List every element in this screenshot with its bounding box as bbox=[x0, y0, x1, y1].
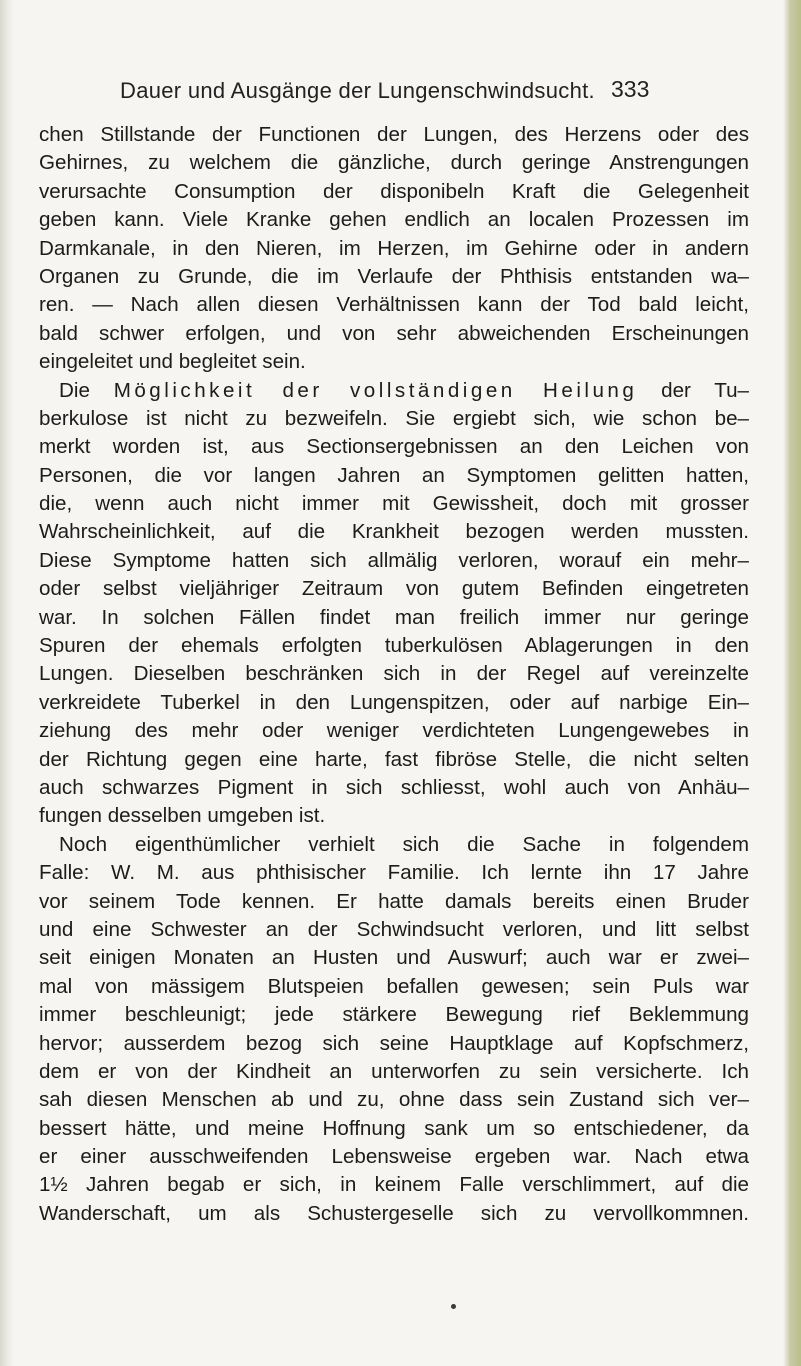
text-line: sah diesen Menschen ab und zu, ohne dass sein Zustand sich ver– bbox=[39, 1088, 749, 1112]
text-line: verursachte Consumption der disponibeln Kraft die Gelegenheit bbox=[39, 179, 749, 203]
text-line: Falle: W. M. aus phthisischer Familie. Ich lernte ihn 17 Jahre bbox=[39, 861, 749, 885]
text-line: 1½ Jahren begab er sich, in keinem Falle verschlimmert, auf die bbox=[39, 1173, 749, 1197]
text-line: verkreidete Tuberkel in den Lungenspitzen, oder auf narbige Ein– bbox=[39, 690, 749, 714]
text-line: immer beschleunigt; jede stärkere Bewegung rief Beklemmung bbox=[39, 1003, 749, 1027]
text-line: ren. — Nach allen diesen Verhältnissen kann der Tod bald leicht, bbox=[39, 293, 749, 317]
text-line: Diese Symptome hatten sich allmälig verloren, worauf ein mehr– bbox=[39, 548, 749, 572]
text-line: oder selbst vieljähriger Zeitraum von gutem Befinden eingetreten bbox=[39, 577, 749, 601]
text-line: chen Stillstande der Functionen der Lungen, des Herzens oder des bbox=[39, 123, 749, 146]
text-line: eingeleitet und begleitet sein. bbox=[39, 350, 306, 374]
text-line: ziehung des mehr oder weniger verdichteten Lungengewebes in bbox=[39, 719, 749, 743]
text-line: vor seinem Tode kennen. Er hatte damals bereits einen Bruder bbox=[39, 889, 749, 913]
text-line: er einer ausschweifenden Lebensweise ergeben war. Nach etwa bbox=[39, 1145, 749, 1169]
page-gutter-shadow bbox=[0, 0, 14, 1366]
text-line: bessert hätte, und meine Hoffnung sank um so entschiedener, da bbox=[39, 1116, 749, 1140]
text-line: Personen, die vor langen Jahren an Symptomen gelitten hatten, bbox=[39, 463, 749, 487]
text-line: Wahrscheinlichkeit, auf die Krankheit bezogen werden mussten. bbox=[39, 520, 749, 544]
page-number: 333 bbox=[611, 76, 650, 102]
text-line: dem er von der Kindheit an unterworfen zu sein versicherte. Ich bbox=[39, 1059, 749, 1083]
page-edge-discoloration bbox=[783, 0, 801, 1366]
text-line: hervor; ausserdem bezog sich seine Hauptklage auf Kopfschmerz, bbox=[39, 1031, 749, 1055]
text-line: Noch eigenthümlicher verhielt sich die Sache in folgendem bbox=[59, 832, 749, 856]
body-text bbox=[39, 121, 749, 1228]
running-title: Dauer und Ausgänge der Lungenschwindsucht. bbox=[120, 78, 595, 103]
text-line: seit einigen Monaten an Husten und Auswurf; auch war er zwei– bbox=[39, 946, 749, 970]
text-line: merkt worden ist, aus Sectionsergebnissen an den Leichen von bbox=[39, 435, 749, 459]
text-line: geben kann. Viele Kranke gehen endlich an localen Prozessen im bbox=[39, 208, 749, 232]
text-line: der Richtung gegen eine harte, fast fibröse Stelle, die nicht selten bbox=[39, 747, 749, 771]
text-line: Wanderschaft, um als Schustergeselle sich zu vervollkommnen. bbox=[39, 1201, 749, 1225]
text-line: Lungen. Dieselben beschränken sich in der Regel auf vereinzelte bbox=[39, 662, 749, 686]
text-line: bald schwer erfolgen, und von sehr abweichenden Erscheinungen bbox=[39, 321, 749, 345]
text-line: mal von mässigem Blutspeien befallen gewesen; sein Puls war bbox=[39, 974, 749, 998]
text-line: Darmkanale, in den Nieren, im Herzen, im Gehirne oder in andern bbox=[39, 236, 749, 260]
text-line: und eine Schwester an der Schwindsucht verloren, und litt selbst bbox=[39, 917, 749, 941]
text-line: die, wenn auch nicht immer mit Gewissheit, doch mit grosser bbox=[39, 492, 749, 516]
text-line: fungen desselben umgeben ist. bbox=[39, 804, 326, 828]
text-line: Organen zu Grunde, die im Verlaufe der Phthisis entstanden wa– bbox=[39, 264, 749, 288]
text-line bbox=[39, 377, 749, 405]
text-line-tail: der Tu– bbox=[637, 378, 749, 402]
text-line: Spuren der ehemals erfolgten tuberkulösen Ablagerungen in den bbox=[39, 634, 749, 658]
text-line: berkulose ist nicht zu bezweifeln. Sie ergiebt sich, wie schon be– bbox=[39, 406, 749, 430]
text-line-lead: Die bbox=[59, 378, 114, 402]
text-line: war. In solchen Fällen findet man freilich immer nur geringe bbox=[39, 605, 749, 629]
text-line: auch schwarzes Pigment in sich schliesst, wohl auch von Anhäu– bbox=[39, 775, 749, 799]
text-line: Gehirnes, zu welchem die gänzliche, durch geringe Anstrengungen bbox=[39, 151, 749, 175]
ink-speck bbox=[451, 1304, 456, 1309]
emphasized-phrase: Möglichkeit der vollständigen Heilung bbox=[113, 378, 638, 402]
